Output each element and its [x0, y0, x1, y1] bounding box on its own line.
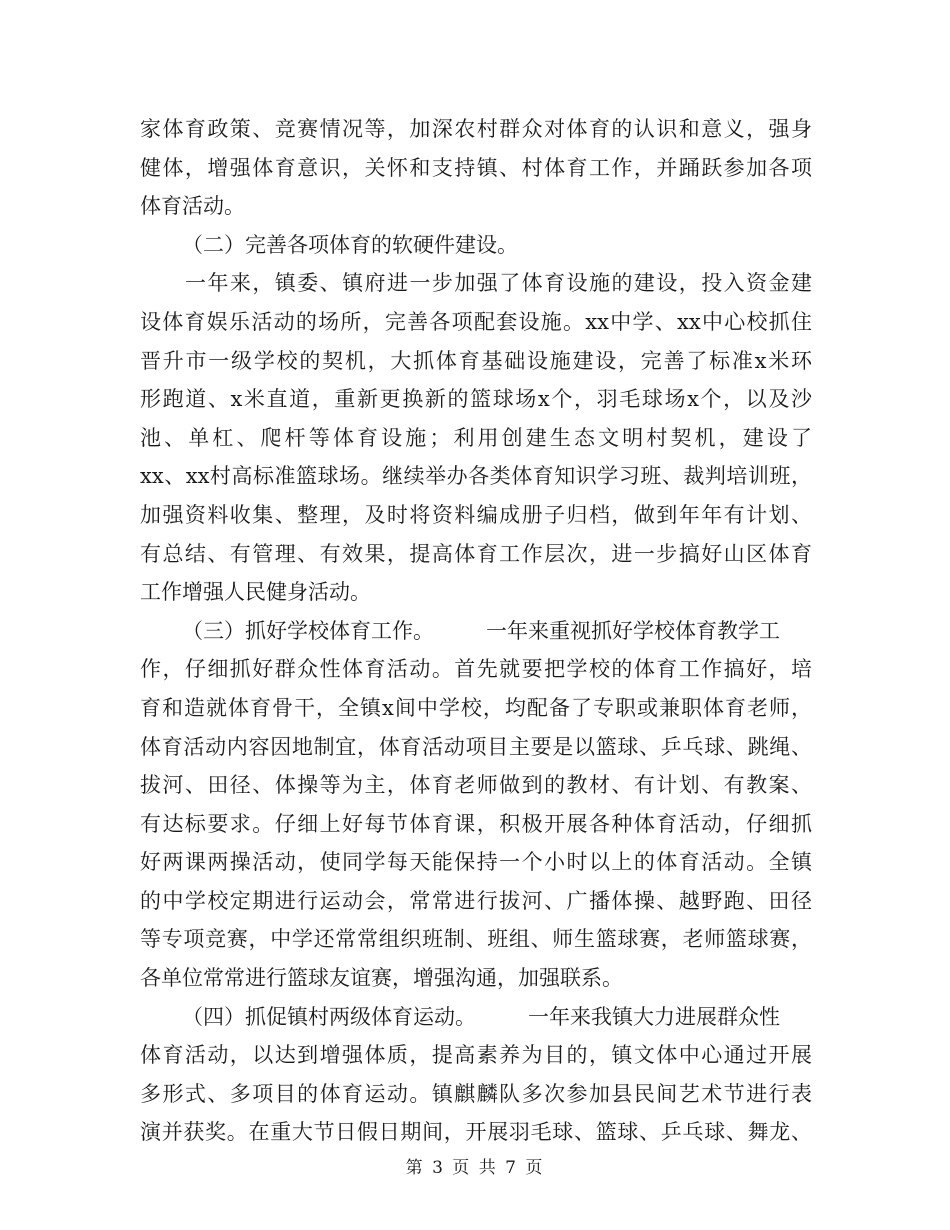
text-line: 多形式、多项目的体育运动。镇麒麟队多次参加县民间艺术节进行表 [140, 1081, 812, 1106]
text-line: 体育活动，以达到增强体质，提高素养为目的，镇文体中心通过开展 [140, 1043, 812, 1068]
text-line: 晋升市一级学校的契机，大抓体育基础设施建设，完善了标准x米环 [140, 348, 812, 373]
text-line: 池、单杠、爬杆等体育设施；利用创建生态文明村契机，建设了 [140, 425, 812, 450]
text-line: 育和造就体育骨干，全镇x间中学校，均配备了专职或兼职体育老师， [140, 695, 812, 720]
text-line: 健体，增强体育意识，关怀和支持镇、村体育工作，并踊跃参加各项 [140, 155, 812, 180]
text-line: 的中学校定期进行运动会，常常进行拔河、广播体操、越野跑、田径 [140, 888, 812, 913]
text-line: 有总结、有管理、有效果，提高体育工作层次，进一步搞好山区体育 [140, 541, 812, 566]
text-line: 有达标要求。仔细上好每节体育课，积极开展各种体育活动，仔细抓 [140, 811, 812, 836]
text-line: 体育活动内容因地制宜，体育活动项目主要是以篮球、乒乓球、跳绳、 [140, 734, 812, 759]
text-line: 家体育政策、竞赛情况等，加深农村群众对体育的认识和意义，强身 [140, 117, 812, 141]
text-line: 设体育娱乐活动的场所，完善各项配套设施。xx中学、xx中心校抓住 [140, 309, 812, 334]
section-heading-3 [140, 612, 812, 651]
text-line: 一年来，镇委、镇府进一步加强了体育设施的建设，投入资金建 [185, 271, 812, 296]
text-line: 体育活动。 [140, 194, 245, 219]
text-line: 加强资料收集、整理，及时将资料编成册子归档，做到年年有计划、 [140, 502, 812, 527]
section-heading-4-tail: 一年来我镇大力进展群众性 [528, 1004, 780, 1029]
text-line: 好两课两操活动，使同学每天能保持一个小时以上的体育活动。全镇 [140, 850, 812, 875]
text-line: 各单位常常进行篮球友谊赛，增强沟通，加强联系。 [140, 966, 623, 991]
section-heading-4-title: （四）抓促镇村两级体育运动。 [182, 1004, 476, 1029]
text-line: 工作增强人民健身活动。 [140, 580, 371, 605]
section-heading-4 [140, 998, 812, 1037]
text-line: xx、xx村高标准篮球场。继续举办各类体育知识学习班、裁判培训班， [140, 464, 812, 489]
section-heading-3-title: （三）抓好学校体育工作。 [182, 618, 434, 643]
text-line: 作，仔细抓好群众性体育活动。首先就要把学校的体育工作搞好，培 [140, 657, 812, 682]
text-line: 等专项竞赛，中学还常常组织班制、班组、师生篮球赛，老师篮球赛， [140, 927, 812, 952]
document-body [140, 110, 812, 1152]
section-heading-3-tail: 一年来重视抓好学校体育教学工 [486, 618, 780, 643]
section-heading-2: （二）完善各项体育的软硬件建设。 [182, 232, 518, 257]
text-line: 形跑道、x米直道，重新更换新的篮球场x个，羽毛球场x个，以及沙 [140, 387, 812, 412]
text-line: 演并获奖。在重大节日假日期间，开展羽毛球、篮球、乒乓球、舞龙、 [140, 1120, 812, 1145]
text-line: 拔河、田径、体操等为主，体育老师做到的教材、有计划、有教案、 [140, 773, 812, 798]
page-footer: 第 3 页 共 7 页 [405, 1158, 545, 1178]
